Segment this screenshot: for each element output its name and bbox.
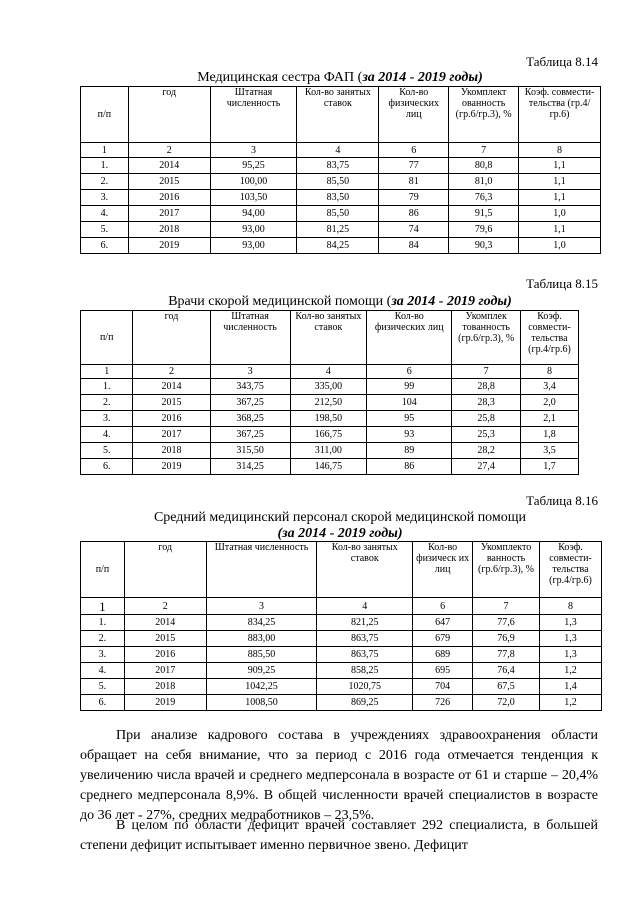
column-number: 7 xyxy=(449,143,519,158)
table-cell: 1,3 xyxy=(540,615,602,631)
table-cell: 679 xyxy=(413,631,473,647)
table-cell: 86 xyxy=(367,459,452,475)
table-cell: 28,2 xyxy=(452,443,521,459)
column-number-row xyxy=(81,143,601,158)
column-number: 1 xyxy=(81,365,133,379)
column-number: 3 xyxy=(210,143,297,158)
table-cell: 99 xyxy=(367,379,452,395)
table-cell: 335,00 xyxy=(290,379,367,395)
table-row xyxy=(81,443,579,459)
table-cell: 25,8 xyxy=(452,411,521,427)
table-cell: 86 xyxy=(379,206,449,222)
table-cell: 315,50 xyxy=(210,443,290,459)
column-number: 8 xyxy=(519,143,601,158)
column-number: 7 xyxy=(452,365,521,379)
table-row xyxy=(81,679,602,695)
table-cell: 81,0 xyxy=(449,174,519,190)
table-cell: 704 xyxy=(413,679,473,695)
table-cell: 95,25 xyxy=(210,158,297,174)
column-number: 4 xyxy=(317,598,413,615)
table-cell: 368,25 xyxy=(210,411,290,427)
header-cell: Штатная численность xyxy=(210,311,290,365)
table-title-period: (за 2014 - 2019 годы) xyxy=(277,526,403,541)
table-title xyxy=(80,294,600,310)
column-number: 6 xyxy=(413,598,473,615)
table-row xyxy=(81,663,602,679)
table-cell: 1042,25 xyxy=(206,679,317,695)
table-row xyxy=(81,695,602,711)
table-8-16 xyxy=(80,541,602,711)
table-cell: 79,6 xyxy=(449,222,519,238)
table-cell: 343,75 xyxy=(210,379,290,395)
table-cell: 1020,75 xyxy=(317,679,413,695)
table-cell: 647 xyxy=(413,615,473,631)
table-cell: 2. xyxy=(81,395,133,411)
table-cell: 81 xyxy=(379,174,449,190)
table-row xyxy=(81,427,579,443)
table-cell: 4. xyxy=(81,427,133,443)
table-cell: 1,1 xyxy=(519,222,601,238)
table-cell: 2017 xyxy=(124,663,206,679)
column-number: 2 xyxy=(128,143,210,158)
table-cell: 1,3 xyxy=(540,647,602,663)
table-cell: 95 xyxy=(367,411,452,427)
table-cell: 4. xyxy=(81,206,129,222)
header-cell: Укомплек тованность (гр.6/гр.3), % xyxy=(452,311,521,365)
table-title-period: за 2014 - 2019 годы) xyxy=(391,294,512,309)
table-cell: 67,5 xyxy=(473,679,540,695)
table-cell: 3,4 xyxy=(520,379,578,395)
header-cell: Коэф. совмести-тельства (гр.4/гр.6) xyxy=(540,542,602,598)
table-cell: 74 xyxy=(379,222,449,238)
table-cell: 367,25 xyxy=(210,427,290,443)
header-cell: Кол-во физических лиц xyxy=(367,311,452,365)
header-cell: Кол-во физическ их лиц xyxy=(413,542,473,598)
header-cell: Коэф. совмести-тельства (гр.4/гр.6) xyxy=(520,311,578,365)
table-cell: 166,75 xyxy=(290,427,367,443)
header-cell: Кол-во занятых ставок xyxy=(297,87,379,143)
column-number: 8 xyxy=(520,365,578,379)
table-title-main: Средний медицинский персонал скорой медицинской помощи xyxy=(153,510,527,525)
table-cell: 367,25 xyxy=(210,395,290,411)
table-row xyxy=(81,647,602,663)
column-number: 1 xyxy=(81,143,129,158)
table-row xyxy=(81,206,601,222)
table-row xyxy=(81,174,601,190)
table-cell: 77 xyxy=(379,158,449,174)
table-cell: 1,8 xyxy=(520,427,578,443)
table-cell: 1,7 xyxy=(520,459,578,475)
body-paragraph: В целом по области дефицит врачей составляет 292 специалиста, в большей степени дефицит испытывает именно первичное звено. Дефицит xyxy=(80,818,598,853)
header-cell: Кол-во занятых ставок xyxy=(290,311,367,365)
table-cell: 80,8 xyxy=(449,158,519,174)
table-cell: 1,1 xyxy=(519,174,601,190)
table-cell: 2015 xyxy=(124,631,206,647)
table-title-period-wrap xyxy=(80,526,600,542)
table-row xyxy=(81,411,579,427)
table-cell: 863,75 xyxy=(317,647,413,663)
table-cell: 198,50 xyxy=(290,411,367,427)
table-cell: 93,00 xyxy=(210,222,297,238)
column-number-row xyxy=(81,365,579,379)
table-cell: 81,25 xyxy=(297,222,379,238)
table-cell: 27,4 xyxy=(452,459,521,475)
table-cell: 3. xyxy=(81,411,133,427)
table-cell: 2019 xyxy=(124,695,206,711)
table-cell: 311,00 xyxy=(290,443,367,459)
table-cell: 83,75 xyxy=(297,158,379,174)
header-cell: год xyxy=(124,542,206,598)
table-row xyxy=(81,190,601,206)
table-cell: 77,6 xyxy=(473,615,540,631)
column-number: 8 xyxy=(540,598,602,615)
table-cell: 91,5 xyxy=(449,206,519,222)
table-cell: 1,2 xyxy=(540,695,602,711)
table-header-row xyxy=(81,542,602,598)
table-cell: 93,00 xyxy=(210,238,297,254)
table-cell: 1008,50 xyxy=(206,695,317,711)
header-cell: год xyxy=(128,87,210,143)
column-number: 6 xyxy=(367,365,452,379)
table-row xyxy=(81,615,602,631)
table-cell: 83,50 xyxy=(297,190,379,206)
table-cell: 2. xyxy=(81,174,129,190)
header-cell: Штатная численность xyxy=(206,542,317,598)
table-cell: 85,50 xyxy=(297,206,379,222)
table-row xyxy=(81,459,579,475)
table-cell: 909,25 xyxy=(206,663,317,679)
table-cell: 1,3 xyxy=(540,631,602,647)
header-cell: Укомплект ованность (гр.6/гр.3), % xyxy=(449,87,519,143)
table-header-row xyxy=(81,87,601,143)
table-cell: 6. xyxy=(81,695,125,711)
table-cell: 4. xyxy=(81,663,125,679)
table-cell: 1,2 xyxy=(540,663,602,679)
column-number: 3 xyxy=(210,365,290,379)
table-title-period: за 2014 - 2019 годы) xyxy=(362,70,483,85)
table-row xyxy=(81,222,601,238)
header-cell: Штатная численность xyxy=(210,87,297,143)
table-cell: 146,75 xyxy=(290,459,367,475)
table-cell: 90,3 xyxy=(449,238,519,254)
column-number-row xyxy=(81,598,602,615)
table-cell: 2014 xyxy=(128,158,210,174)
header-cell: Укомплекто ванность (гр.6/гр.3), % xyxy=(473,542,540,598)
table-cell: 834,25 xyxy=(206,615,317,631)
table-cell: 6. xyxy=(81,459,133,475)
table-cell: 1,4 xyxy=(540,679,602,695)
table-cell: 25,3 xyxy=(452,427,521,443)
table-cell: 5. xyxy=(81,222,129,238)
table-cell: 93 xyxy=(367,427,452,443)
table-cell: 1. xyxy=(81,615,125,631)
header-cell: п/п xyxy=(81,311,133,365)
table-cell: 5. xyxy=(81,679,125,695)
table-cell: 314,25 xyxy=(210,459,290,475)
table-cell: 2,1 xyxy=(520,411,578,427)
table-cell: 883,00 xyxy=(206,631,317,647)
table-cell: 869,25 xyxy=(317,695,413,711)
table-cell: 77,8 xyxy=(473,647,540,663)
header-cell: год xyxy=(133,311,210,365)
table-row xyxy=(81,631,602,647)
table-cell: 885,50 xyxy=(206,647,317,663)
table-cell: 858,25 xyxy=(317,663,413,679)
table-title-main: Медицинская сестра ФАП ( xyxy=(197,70,363,85)
table-cell: 2017 xyxy=(133,427,210,443)
table-cell: 79 xyxy=(379,190,449,206)
table-cell: 863,75 xyxy=(317,631,413,647)
table-cell: 1. xyxy=(81,379,133,395)
table-cell: 1. xyxy=(81,158,129,174)
table-cell: 103,50 xyxy=(210,190,297,206)
column-number: 2 xyxy=(124,598,206,615)
table-cell: 76,4 xyxy=(473,663,540,679)
table-cell: 84 xyxy=(379,238,449,254)
table-row xyxy=(81,158,601,174)
table-cell: 2015 xyxy=(128,174,210,190)
table-cell: 3. xyxy=(81,190,129,206)
header-cell: Коэф. совмести-тельства (гр.4/гр.6) xyxy=(519,87,601,143)
table-cell: 2019 xyxy=(133,459,210,475)
table-cell: 72,0 xyxy=(473,695,540,711)
table-cell: 94,00 xyxy=(210,206,297,222)
header-cell: Кол-во физических лиц xyxy=(379,87,449,143)
table-cell: 1,1 xyxy=(519,190,601,206)
table-cell: 76,3 xyxy=(449,190,519,206)
column-number: 3 xyxy=(206,598,317,615)
column-number: 6 xyxy=(379,143,449,158)
table-row xyxy=(81,395,579,411)
table-cell: 28,8 xyxy=(452,379,521,395)
table-cell: 2018 xyxy=(128,222,210,238)
table-row xyxy=(81,238,601,254)
column-number: 7 xyxy=(473,598,540,615)
table-title xyxy=(80,70,600,86)
table-cell: 100,00 xyxy=(210,174,297,190)
table-cell: 28,3 xyxy=(452,395,521,411)
table-row xyxy=(81,379,579,395)
table-label: Таблица 8.15 xyxy=(526,276,598,291)
table-label: Таблица 8.16 xyxy=(526,493,598,508)
table-cell: 2016 xyxy=(128,190,210,206)
table-cell: 2019 xyxy=(128,238,210,254)
header-cell: п/п xyxy=(81,87,129,143)
table-cell: 2017 xyxy=(128,206,210,222)
table-cell: 2018 xyxy=(133,443,210,459)
table-cell: 695 xyxy=(413,663,473,679)
table-cell: 1,1 xyxy=(519,158,601,174)
table-8-15 xyxy=(80,310,579,475)
table-8-14 xyxy=(80,86,601,254)
table-cell: 6. xyxy=(81,238,129,254)
table-cell: 821,25 xyxy=(317,615,413,631)
column-number: 4 xyxy=(290,365,367,379)
table-cell: 3. xyxy=(81,647,125,663)
table-cell: 726 xyxy=(413,695,473,711)
table-cell: 1,0 xyxy=(519,238,601,254)
table-label: Таблица 8.14 xyxy=(526,54,598,69)
table-cell: 2014 xyxy=(133,379,210,395)
body-paragraph: При анализе кадрового состава в учреждениях здравоохранения области обращает на себя внимание, что за период с 2016 года отмечается тенденция к увеличению числа врачей и среднего медперсонала в возрасте от 61 и старше – 20,4% среднего медперсонала 8,9%. В общей численности врачей специалистов в возрасте до 36 лет - 27%, средних медработников – 23,5%. xyxy=(80,728,598,823)
table-cell: 5. xyxy=(81,443,133,459)
header-cell: Кол-во занятых ставок xyxy=(317,542,413,598)
column-number: 2 xyxy=(133,365,210,379)
table-cell: 1,0 xyxy=(519,206,601,222)
table-cell: 3,5 xyxy=(520,443,578,459)
table-header-row xyxy=(81,311,579,365)
table-cell: 2014 xyxy=(124,615,206,631)
header-cell: п/п xyxy=(81,542,125,598)
table-cell: 2016 xyxy=(124,647,206,663)
table-cell: 2018 xyxy=(124,679,206,695)
column-number: 4 xyxy=(297,143,379,158)
table-cell: 76,9 xyxy=(473,631,540,647)
table-cell: 2. xyxy=(81,631,125,647)
table-cell: 104 xyxy=(367,395,452,411)
column-number: 1 xyxy=(81,598,125,615)
table-cell: 85,50 xyxy=(297,174,379,190)
table-cell: 212,50 xyxy=(290,395,367,411)
table-cell: 2016 xyxy=(133,411,210,427)
table-cell: 89 xyxy=(367,443,452,459)
table-title-main: Врачи скорой медицинской помощи ( xyxy=(168,294,392,309)
table-cell: 84,25 xyxy=(297,238,379,254)
table-cell: 2,0 xyxy=(520,395,578,411)
table-cell: 689 xyxy=(413,647,473,663)
table-cell: 2015 xyxy=(133,395,210,411)
